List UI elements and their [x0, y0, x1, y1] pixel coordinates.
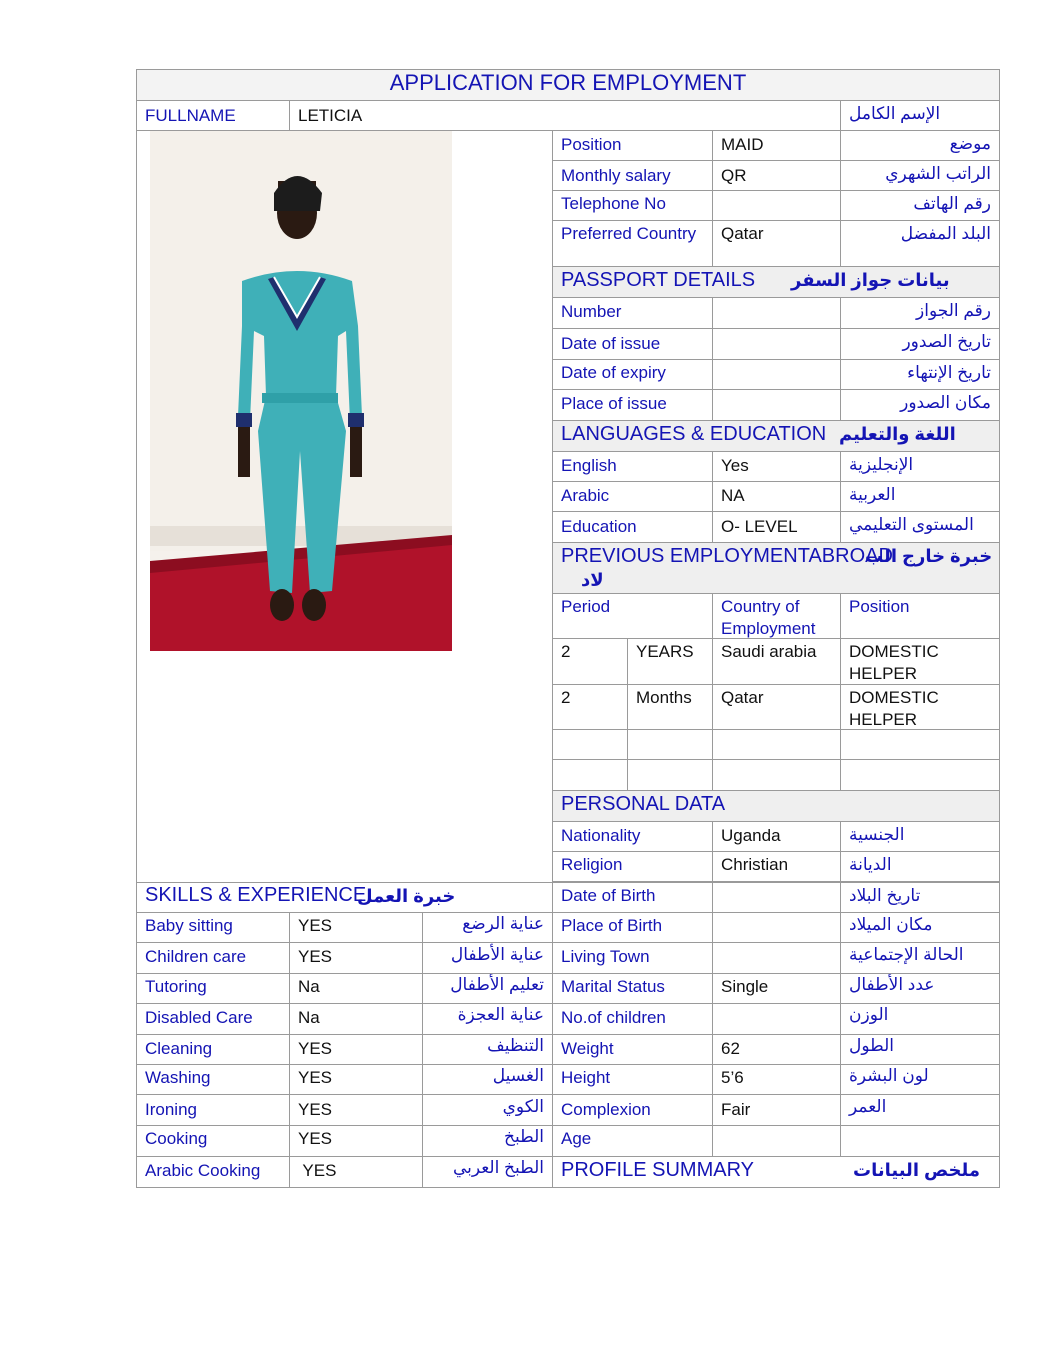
- religion-label: Religion: [552, 851, 713, 882]
- passport-number-label: Number: [552, 297, 713, 329]
- prev-row-2-number: 2: [552, 684, 628, 730]
- skill-tutoring-arabic: تعليم الأطفال: [422, 973, 553, 1004]
- prev-row-3-country: [712, 729, 841, 760]
- salary-value: QR: [712, 160, 841, 191]
- skill-cooking-value: YES: [289, 1125, 423, 1157]
- skill-cooking-label: Cooking: [136, 1125, 290, 1157]
- prev-row-2-unit: Months: [627, 684, 713, 730]
- previous-employment-title-arabic: خبرة خارج الب: [865, 546, 993, 566]
- marital-status-value: Single: [712, 973, 841, 1004]
- nationality-label: Nationality: [552, 821, 713, 852]
- skill-disabled-care-label: Disabled Care: [136, 1003, 290, 1035]
- skill-children-care-value: YES: [289, 942, 423, 974]
- skill-ironing-label: Ironing: [136, 1094, 290, 1126]
- fullname-value: LETICIA: [289, 100, 841, 131]
- country-of-employment-header: Country of Employment: [712, 593, 841, 639]
- education-arabic: المستوى التعليمي: [840, 511, 1000, 543]
- skills-title-arabic: خبرة العمل: [357, 886, 456, 906]
- skill-arabic-cooking-label: Arabic Cooking: [136, 1156, 290, 1188]
- arabic-label: Arabic: [552, 481, 713, 512]
- fullname-arabic: الإسم الكامل: [840, 100, 1000, 131]
- applicant-photo-illustration: [150, 131, 452, 651]
- living-town-label: Living Town: [552, 942, 713, 974]
- prev-row-3-unit: [627, 729, 713, 760]
- date-of-issue-value: [712, 328, 841, 360]
- skill-baby-sitting-arabic: عناية الرضع: [422, 912, 553, 943]
- place-of-issue-label: Place of issue: [552, 389, 713, 421]
- place-of-issue-value: [712, 389, 841, 421]
- prev-row-4-country: [712, 759, 841, 791]
- marital-status-label: Marital Status: [552, 973, 713, 1004]
- previous-employment-title: PREVIOUS EMPLOYMENTABROAD: [561, 545, 893, 567]
- date-of-expiry-label: Date of expiry: [552, 359, 713, 390]
- date-of-issue-arabic: تاريخ الصدور: [840, 328, 1000, 360]
- place-of-birth-value: [712, 912, 841, 943]
- nationality-arabic: الجنسية: [840, 821, 1000, 852]
- languages-title: LANGUAGES & EDUCATION: [561, 423, 827, 445]
- prev-row-4-number: [552, 759, 628, 791]
- previous-employment-title-arabic-cont: لاد: [581, 570, 604, 590]
- skill-arabic-cooking-arabic: الطبخ العربي: [422, 1156, 553, 1188]
- place-of-birth-label: Place of Birth: [552, 912, 713, 943]
- preferred-country-arabic: البلد المفضل: [840, 220, 1000, 267]
- skill-ironing-arabic: الكوي: [422, 1094, 553, 1126]
- telephone-arabic: رقم الهاتف: [840, 190, 1000, 221]
- prev-row-1-position: DOMESTIC HELPER: [840, 638, 1000, 685]
- skill-cleaning-value: YES: [289, 1034, 423, 1065]
- preferred-country-value: Qatar: [712, 220, 841, 267]
- passport-title: PASSPORT DETAILS: [561, 269, 756, 291]
- place-of-birth-arabic: مكان الميلاد: [840, 912, 1000, 943]
- weight-label: Weight: [552, 1034, 713, 1065]
- weight-arabic: الطول: [840, 1034, 1000, 1065]
- living-town-arabic: الحالة الإجتماعية: [840, 942, 1000, 974]
- application-form: [136, 69, 1000, 1188]
- arabic-value: NA: [712, 481, 841, 512]
- no-of-children-value: [712, 1003, 841, 1035]
- date-of-birth-value: [712, 882, 841, 913]
- education-label: Education: [552, 511, 713, 543]
- age-value: [712, 1125, 841, 1157]
- religion-arabic: الديانة: [840, 851, 1000, 882]
- skills-section-header: [136, 882, 553, 913]
- skill-children-care-arabic: عناية الأطفال: [422, 942, 553, 974]
- salary-arabic: الراتب الشهري: [840, 160, 1000, 191]
- skill-washing-label: Washing: [136, 1064, 290, 1095]
- form-title: APPLICATION FOR EMPLOYMENT: [136, 69, 1000, 101]
- prev-row-4-unit: [627, 759, 713, 791]
- position-arabic: موضع: [840, 130, 1000, 161]
- skill-cleaning-label: Cleaning: [136, 1034, 290, 1065]
- prev-row-4-position: [840, 759, 1000, 791]
- prev-row-1-number: 2: [552, 638, 628, 685]
- height-label: Height: [552, 1064, 713, 1095]
- prev-row-2-country: Qatar: [712, 684, 841, 730]
- passport-section-header: [552, 266, 1000, 298]
- prev-row-2-position: DOMESTIC HELPER: [840, 684, 1000, 730]
- skill-disabled-care-value: Na: [289, 1003, 423, 1035]
- skill-disabled-care-arabic: عناية العجزة: [422, 1003, 553, 1035]
- skill-tutoring-label: Tutoring: [136, 973, 290, 1004]
- period-header: Period: [552, 593, 713, 639]
- skill-arabic-cooking-value: YES: [289, 1156, 423, 1188]
- weight-value: 62: [712, 1034, 841, 1065]
- english-label: English: [552, 451, 713, 482]
- skills-title: SKILLS & EXPERIENCE: [145, 884, 367, 906]
- no-of-children-label: No.of children: [552, 1003, 713, 1035]
- profile-summary-header: [552, 1156, 1000, 1188]
- english-arabic: الإنجليزية: [840, 451, 1000, 482]
- date-of-birth-arabic: تاريخ البلاد: [840, 882, 1000, 913]
- fullname-label: FULLNAME: [136, 100, 290, 131]
- telephone-label: Telephone No: [552, 190, 713, 221]
- age-label: Age: [552, 1125, 713, 1157]
- height-value: 5’6: [712, 1064, 841, 1095]
- skill-washing-value: YES: [289, 1064, 423, 1095]
- position-value: MAID: [712, 130, 841, 161]
- complexion-arabic: العمر: [840, 1094, 1000, 1126]
- date-of-expiry-arabic: تاريخ الإنتهاء: [840, 359, 1000, 390]
- date-of-expiry-value: [712, 359, 841, 390]
- marital-status-arabic: عدد الأطفال: [840, 973, 1000, 1004]
- skill-cleaning-arabic: التنظيف: [422, 1034, 553, 1065]
- date-of-issue-label: Date of issue: [552, 328, 713, 360]
- english-value: Yes: [712, 451, 841, 482]
- living-town-value: [712, 942, 841, 974]
- position-header: Position: [840, 593, 1000, 639]
- passport-number-arabic: رقم الجواز: [840, 297, 1000, 329]
- languages-title-arabic: اللغة والتعليم: [839, 424, 956, 444]
- personal-data-section-header: PERSONAL DATA: [552, 790, 1000, 822]
- skill-ironing-value: YES: [289, 1094, 423, 1126]
- skill-children-care-label: Children care: [136, 942, 290, 974]
- languages-section-header: [552, 420, 1000, 452]
- skill-baby-sitting-value: YES: [289, 912, 423, 943]
- no-of-children-arabic: الوزن: [840, 1003, 1000, 1035]
- passport-title-arabic: بيانات جواز السفر: [791, 270, 950, 290]
- height-arabic: لون البشرة: [840, 1064, 1000, 1095]
- prev-row-1-country: Saudi arabia: [712, 638, 841, 685]
- complexion-value: Fair: [712, 1094, 841, 1126]
- age-arabic: [840, 1125, 1000, 1157]
- prev-row-3-number: [552, 729, 628, 760]
- skill-washing-arabic: الغسيل: [422, 1064, 553, 1095]
- skill-cooking-arabic: الطبخ: [422, 1125, 553, 1157]
- education-value: O- LEVEL: [712, 511, 841, 543]
- date-of-birth-label: Date of Birth: [552, 882, 713, 913]
- place-of-issue-arabic: مكان الصدور: [840, 389, 1000, 421]
- arabic-arabic: العربية: [840, 481, 1000, 512]
- skill-baby-sitting-label: Baby sitting: [136, 912, 290, 943]
- passport-number-value: [712, 297, 841, 329]
- religion-value: Christian: [712, 851, 841, 882]
- profile-summary-title: PROFILE SUMMARY: [561, 1159, 754, 1181]
- applicant-photo: [150, 131, 452, 651]
- previous-employment-section-header: [552, 542, 1000, 594]
- prev-row-3-position: [840, 729, 1000, 760]
- skill-tutoring-value: Na: [289, 973, 423, 1004]
- position-label: Position: [552, 130, 713, 161]
- nationality-value: Uganda: [712, 821, 841, 852]
- telephone-value: [712, 190, 841, 221]
- complexion-label: Complexion: [552, 1094, 713, 1126]
- prev-row-1-unit: YEARS: [627, 638, 713, 685]
- preferred-country-label: Preferred Country: [552, 220, 713, 267]
- profile-summary-title-arabic: ملخص البيانات: [853, 1160, 981, 1180]
- salary-label: Monthly salary: [552, 160, 713, 191]
